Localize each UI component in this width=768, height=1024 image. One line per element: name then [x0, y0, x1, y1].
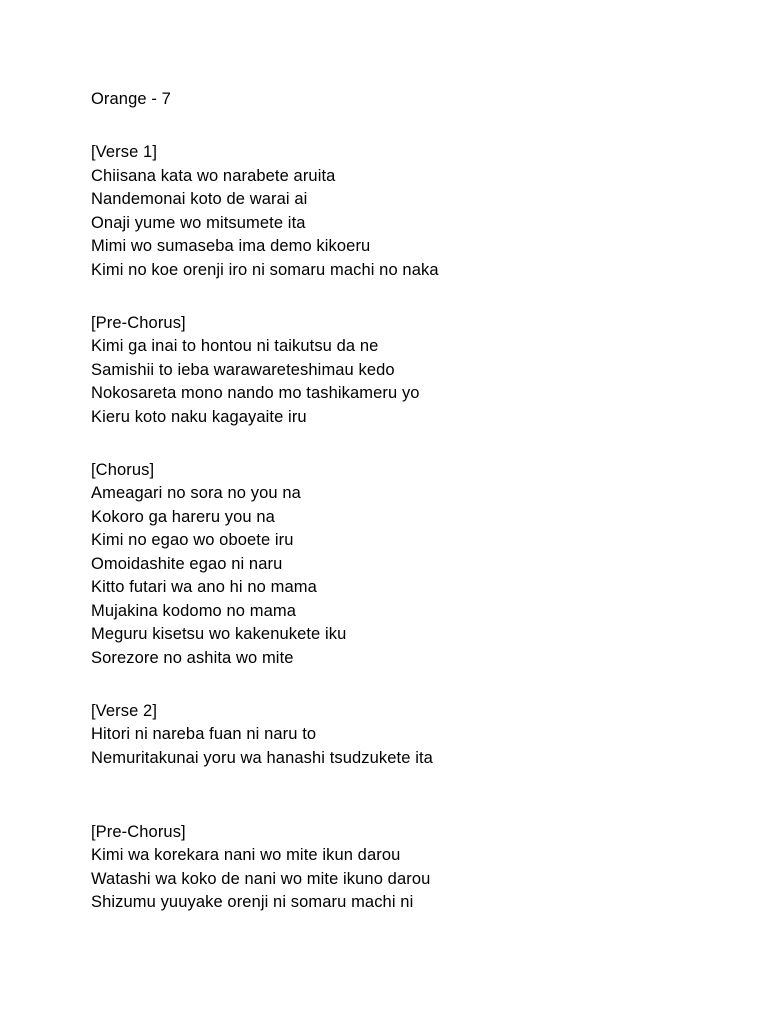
section-header: [Pre-Chorus] [91, 313, 186, 332]
lyric-line: Kimi no egao wo oboete iru [91, 531, 294, 549]
lyrics-section [91, 700, 711, 771]
lyric-line: Mujakina kodomo no mama [91, 601, 296, 620]
lyric-line: Kimi ga inai to hontou ni taikutsu da ne [91, 337, 379, 355]
lyrics-section [91, 821, 711, 915]
lyric-line: Chiisana kata wo narabete aruita [91, 166, 336, 185]
lyrics-section [91, 459, 711, 671]
lyric-line: Kimi wa korekara nani wo mite ikun darou [91, 846, 401, 864]
lyrics-document [91, 88, 711, 915]
lyric-line: Shizumu yuuyake orenji ni somaru machi ni [91, 893, 414, 911]
lyrics-section [91, 312, 711, 430]
section-header: [Chorus] [91, 460, 155, 479]
section-header: [Pre-Chorus] [91, 822, 186, 841]
lyric-line: Omoidashite egao ni naru [91, 554, 283, 573]
lyric-line: Kokoro ga hareru you na [91, 507, 275, 526]
lyric-line: Nokosareta mono nando mo tashikameru yo [91, 384, 420, 402]
lyric-line: Watashi wa koko de nani wo mite ikuno darou [91, 869, 431, 888]
lyrics-sections [91, 141, 711, 915]
lyric-line: Hitori ni nareba fuan ni naru to [91, 725, 317, 743]
lyric-line: Onaji yume wo mitsumete ita [91, 213, 306, 232]
section-header: [Verse 2] [91, 701, 158, 720]
song-title: Orange - 7 [91, 90, 171, 108]
lyric-line: Nandemonai koto de warai ai [91, 190, 308, 208]
lyric-line: Kitto futari wa ano hi no mama [91, 578, 317, 596]
lyric-line: Nemuritakunai yoru wa hanashi tsudzukete ita [91, 748, 433, 767]
lyric-line: Samishii to ieba warawareteshimau kedo [91, 360, 395, 379]
lyric-line: Meguru kisetsu wo kakenukete iku [91, 625, 347, 643]
lyric-line: Mimi wo sumaseba ima demo kikoeru [91, 237, 371, 255]
lyric-line: Ameagari no sora no you na [91, 484, 301, 502]
lyric-line: Kimi no koe orenji iro ni somaru machi no naka [91, 260, 439, 279]
lyrics-section [91, 141, 711, 282]
lyric-line: Sorezore no ashita wo mite [91, 648, 294, 667]
section-header: [Verse 1] [91, 143, 158, 161]
lyric-line: Kieru koto naku kagayaite iru [91, 407, 307, 426]
